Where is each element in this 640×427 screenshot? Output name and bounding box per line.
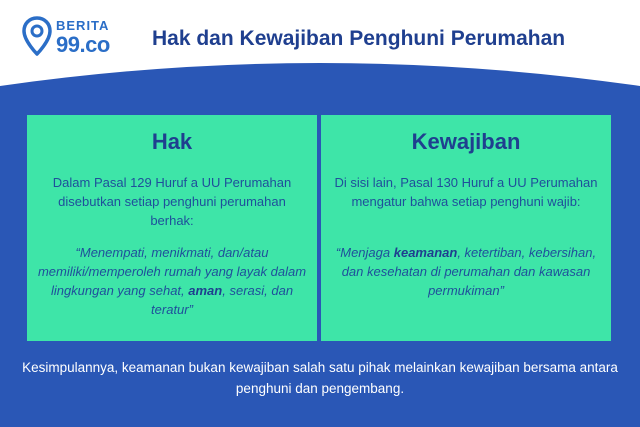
hak-quote — [35, 243, 309, 319]
berita-99co-logo — [22, 14, 122, 60]
kewajiban-panel — [321, 115, 611, 341]
header — [0, 0, 640, 78]
location-pin-icon — [22, 16, 52, 56]
hak-panel — [27, 115, 317, 341]
hak-intro: Dalam Pasal 129 Huruf a UU Perumahan disebutkan setiap penghuni perumahan berhak: — [52, 175, 292, 228]
kewajiban-quote-end: , ketertiban, kebersihan, dan kesehatan di perumahan dan kawasan permukiman” — [341, 245, 597, 298]
hak-quote-text: “Menempati, menikmati, dan/atau memiliki/memperoleh rumah yang layak dalam lingkungan yang sehat, — [37, 245, 307, 298]
hak-quote-highlight: aman — [188, 283, 223, 298]
page-title: Hak dan Kewajiban Penghuni Perumahan — [152, 27, 566, 50]
kewajiban-quote-text: “Menjaga — [335, 245, 394, 260]
kewajiban-quote — [329, 243, 603, 300]
kewajiban-quote-highlight: keamanan — [393, 245, 458, 260]
conclusion-text: Kesimpulannya, keamanan bukan kewajiban salah satu pihak melainkan kewajiban bersama antara penghuni dan pengembang. — [22, 360, 618, 396]
hak-heading: Hak — [151, 129, 193, 154]
hak-quote-end: , serasi, dan teratur” — [151, 283, 294, 317]
logo-text-99co: 99.co — [56, 32, 110, 57]
kewajiban-heading: Kewajiban — [411, 129, 521, 154]
kewajiban-intro: Di sisi lain, Pasal 130 Huruf a UU Perumahan mengatur bahwa setiap penghuni wajib: — [334, 175, 598, 209]
logo-text-berita: BERITA — [56, 18, 110, 33]
